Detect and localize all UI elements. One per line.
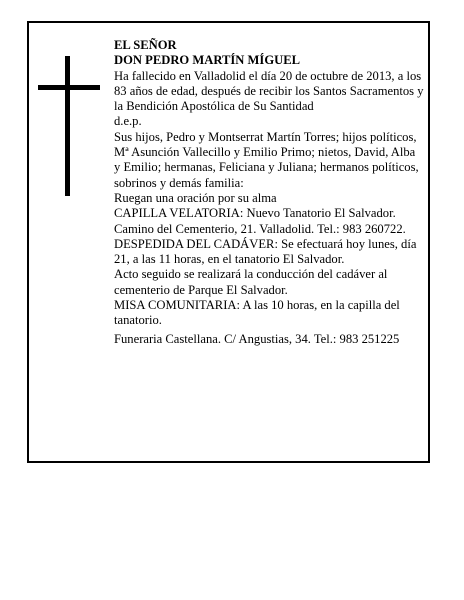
cross-icon	[38, 56, 100, 196]
deceased-name: DON PEDRO MARTÍN MÍGUEL	[114, 53, 301, 68]
chapel-info: CAPILLA VELATORIA: Nuevo Tanatorio El Salvador. Camino del Cementerio, 21. Valladolid. Tel.: 983 260722.	[114, 206, 406, 236]
title-line-1: EL SEÑOR	[114, 38, 177, 52]
cross-horizontal-bar	[38, 85, 100, 90]
farewell-info: DESPEDIDA DEL CADÁVER: Se efectuará hoy lunes, día 21, a las 11 horas, en el tanatorio El Salvador.	[114, 236, 417, 267]
mass-info: MISA COMUNITARIA: A las 10 horas, en la capilla del tanatorio.	[114, 298, 400, 328]
family-list: Sus hijos, Pedro y Montserrat Martín Torres; hijos políticos, Mª Asunción Vallecillo y Emilio Primo; nietos, David, Alba y Emilio; hermanas, Feliciana y Juliana; hermanos políticos, sobrinos y demás familia:	[114, 129, 419, 190]
cross-vertical-bar	[65, 56, 70, 196]
burial-info: Acto seguido se realizará la conducción del cadáver al cementerio de Parque El Salvador.	[114, 267, 388, 297]
obituary-text	[114, 38, 424, 347]
death-announcement: Ha fallecido en Valladolid el día 20 de octubre de 2013, a los 83 años de edad, después de recibir los Santos Sacramentos y la Bendición Apostólica de Su Santidad	[114, 68, 424, 114]
rip-abbreviation: d.e.p.	[114, 114, 142, 129]
prayer-request: Ruegan una oración por su alma	[114, 190, 277, 205]
funeral-home-info: Funeraria Castellana. C/ Angustias, 34. Tel.: 983 251225	[114, 331, 400, 346]
